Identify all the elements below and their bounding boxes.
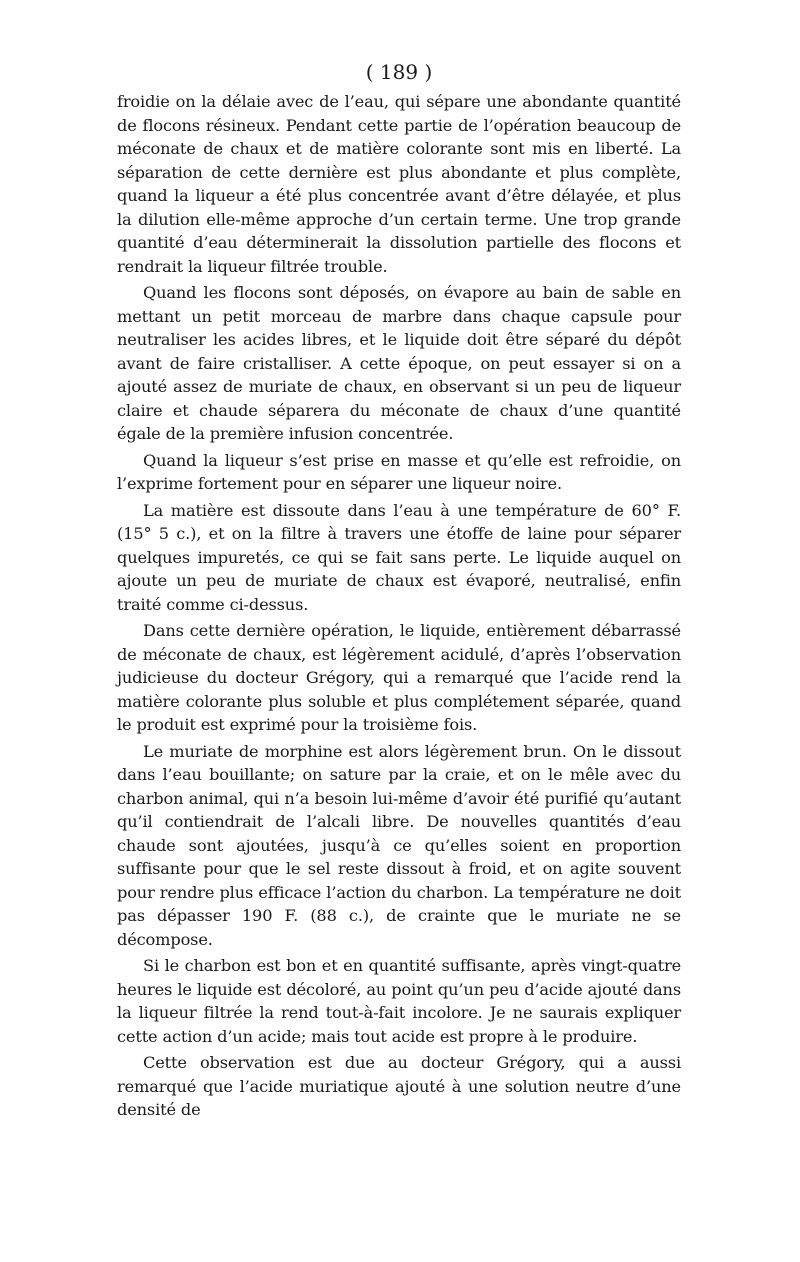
paragraph-2: Quand les flocons sont déposés, on évapore au bain de sable en mettant un petit morceau de marbre dans chaque capsule pour neutraliser les acides libres, et le liquide doit être séparé du dépôt avant de faire cristalliser. A cette époque, on peut essayer si on a ajouté assez de muriate de chaux, en observant si un peu de liqueur claire et chaude séparera du méconate de chaux d’une quantité égale de la première infusion concentrée. (117, 283, 681, 443)
page-number: ( 189 ) (365, 60, 433, 84)
paragraph-1: froidie on la délaie avec de l’eau, qui sépare une abondante quantité de flocons résineux. Pendant cette partie de l’opération beaucoup de méconate de chaux et de matière colorante sont mis en liberté. La séparation de cette dernière est plus abondante et plus complète, quand la liqueur a été plus concentrée avant d’être délayée, et plus la dilution elle-même approche d’un certain terme. Une trop grande quantité d’eau déterminerait la dissolution partielle des flocons et rendrait la liqueur filtrée trouble. (117, 92, 681, 276)
paragraph-7: Si le charbon est bon et en quantité suffisante, après vingt-quatre heures le liquide est décoloré, au point qu’un peu d’acide ajouté dans la liqueur filtrée la rend tout-à-fait incolore. Je ne saurais expliquer cette action d’un acide; mais tout acide est propre à le produire. (117, 956, 681, 1046)
paragraph-8: Cette observation est due au docteur Grégory, qui a aussi remarqué que l’acide muriatique ajouté à une solution neutre d’une densité de (117, 1053, 681, 1119)
paragraph-6: Le muriate de morphine est alors légèrement brun. On le dissout dans l’eau bouillante; on sature par la craie, et on le mêle avec du charbon animal, qui n’a besoin lui-même d’avoir été purifié qu’autant qu’il contiendrait de l’alcali libre. De nouvelles quantités d’eau chaude sont ajoutées, jusqu’à ce qu’elles soient en proportion suffisante pour que le sel reste dissout à froid, et on agite souvent pour rendre plus efficace l’action du charbon. La température ne doit pas dépasser 190 F. (88 c.), de crainte que le muriate ne se décompose. (117, 741, 681, 949)
paragraph-5: Dans cette dernière opération, le liquide, entièrement débarrassé de méconate de chaux, est légèrement acidulé, d’après l’observation judicieuse du docteur Grégory, qui a remarqué que l’acide rend la matière colorante plus soluble et plus complétement séparée, quand le produit est exprimé pour la troisième fois. (117, 621, 681, 734)
book-page (117, 60, 681, 1122)
paragraph-3: Quand la liqueur s’est prise en masse et qu’elle est refroidie, on l’exprime fortement pour en séparer une liqueur noire. (117, 450, 681, 493)
paragraph-4: La matière est dissoute dans l’eau à une température de 60° F. (15° 5 c.), et on la filtre à travers une étoffe de laine pour séparer quelques impuretés, ce qui se fait sans perte. Le liquide auquel on ajoute un peu de muriate de chaux est évaporé, neutralisé, enfin traité comme ci-dessus. (117, 500, 681, 614)
